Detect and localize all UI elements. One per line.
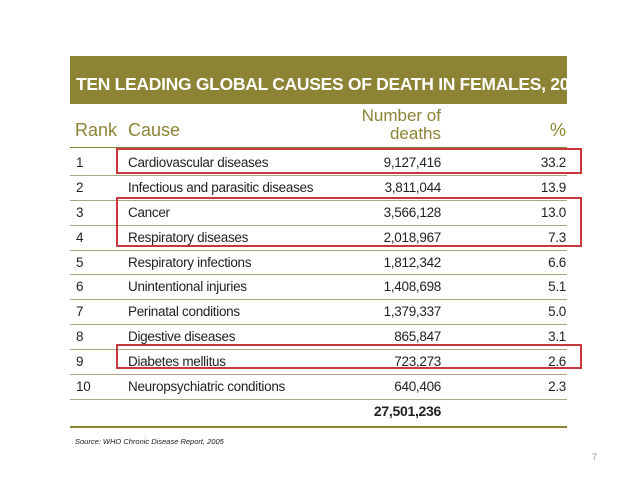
table-row bbox=[70, 325, 567, 350]
percent-cell: 2.6 bbox=[548, 354, 566, 370]
deaths-cell: 723,273 bbox=[394, 354, 441, 370]
column-header-deaths: Number of deaths bbox=[361, 106, 441, 143]
cause-cell: Perinatal conditions bbox=[128, 304, 240, 320]
source-note: Source: WHO Chronic Disease Report, 2005 bbox=[75, 437, 224, 446]
deaths-cell: 1,408,698 bbox=[383, 279, 441, 295]
rank-cell: 4 bbox=[76, 229, 84, 245]
table-row bbox=[70, 350, 567, 375]
cause-cell: Cardiovascular diseases bbox=[128, 155, 269, 170]
percent-cell: 13.0 bbox=[540, 204, 566, 220]
rank-cell: 10 bbox=[76, 379, 91, 395]
header-divider bbox=[70, 147, 567, 148]
rank-cell: 3 bbox=[76, 204, 84, 220]
deaths-cell: 640,406 bbox=[394, 379, 441, 395]
rank-cell: 1 bbox=[76, 155, 84, 170]
percent-cell: 3.1 bbox=[548, 329, 566, 345]
table-title-text: TEN LEADING GLOBAL CAUSES OF DEATH IN FEMALES, 2008 bbox=[76, 74, 589, 94]
table-row bbox=[70, 375, 567, 400]
rank-cell: 8 bbox=[76, 329, 84, 345]
cause-cell: Neuropsychiatric conditions bbox=[128, 379, 285, 395]
deaths-cell: 1,812,342 bbox=[383, 254, 441, 270]
table-row bbox=[70, 226, 567, 251]
cause-cell: Respiratory diseases bbox=[128, 229, 249, 245]
percent-cell: 7.3 bbox=[548, 229, 566, 245]
cause-cell: Respiratory infections bbox=[128, 254, 252, 270]
table-row bbox=[70, 300, 567, 325]
table-body bbox=[70, 151, 567, 428]
deaths-cell: 3,566,128 bbox=[383, 204, 441, 220]
column-header-rank: Rank bbox=[75, 120, 118, 140]
percent-cell: 5.1 bbox=[548, 279, 566, 295]
percent-cell: 2.3 bbox=[548, 379, 566, 395]
total-row bbox=[70, 400, 567, 428]
table-row bbox=[70, 151, 567, 176]
percent-cell: 13.9 bbox=[540, 179, 566, 195]
rank-cell: 2 bbox=[76, 179, 84, 195]
deaths-cell: 9,127,416 bbox=[383, 155, 441, 170]
rank-cell: 5 bbox=[76, 254, 84, 270]
table-row bbox=[70, 275, 567, 300]
cause-cell: Digestive diseases bbox=[128, 329, 236, 345]
table-title bbox=[70, 56, 593, 104]
rank-cell: 6 bbox=[76, 279, 84, 295]
table-row bbox=[70, 176, 567, 201]
deaths-cell: 2,018,967 bbox=[383, 229, 441, 245]
column-header-percent: % bbox=[549, 120, 566, 140]
page-number: 7 bbox=[592, 452, 598, 462]
title-footnote-ref: 5 bbox=[588, 75, 593, 85]
percent-cell: 5.0 bbox=[548, 304, 566, 320]
column-header-cause: Cause bbox=[128, 120, 181, 140]
table-row bbox=[70, 251, 567, 276]
percent-cell: 6.6 bbox=[548, 254, 566, 270]
deaths-cell: 865,847 bbox=[394, 329, 441, 345]
percent-cell: 33.2 bbox=[540, 155, 566, 170]
cause-cell: Infectious and parasitic diseases bbox=[128, 179, 314, 195]
cause-cell: Cancer bbox=[128, 204, 170, 220]
deaths-cell: 1,379,337 bbox=[383, 304, 441, 320]
total-deaths-cell: 27,501,236 bbox=[373, 402, 441, 419]
cause-cell: Diabetes mellitus bbox=[128, 354, 226, 370]
rank-cell: 9 bbox=[76, 354, 84, 370]
deaths-cell: 3,811,044 bbox=[384, 179, 441, 195]
cause-cell: Unintentional injuries bbox=[128, 279, 247, 295]
table-row bbox=[70, 201, 567, 226]
rank-cell: 7 bbox=[76, 304, 84, 320]
